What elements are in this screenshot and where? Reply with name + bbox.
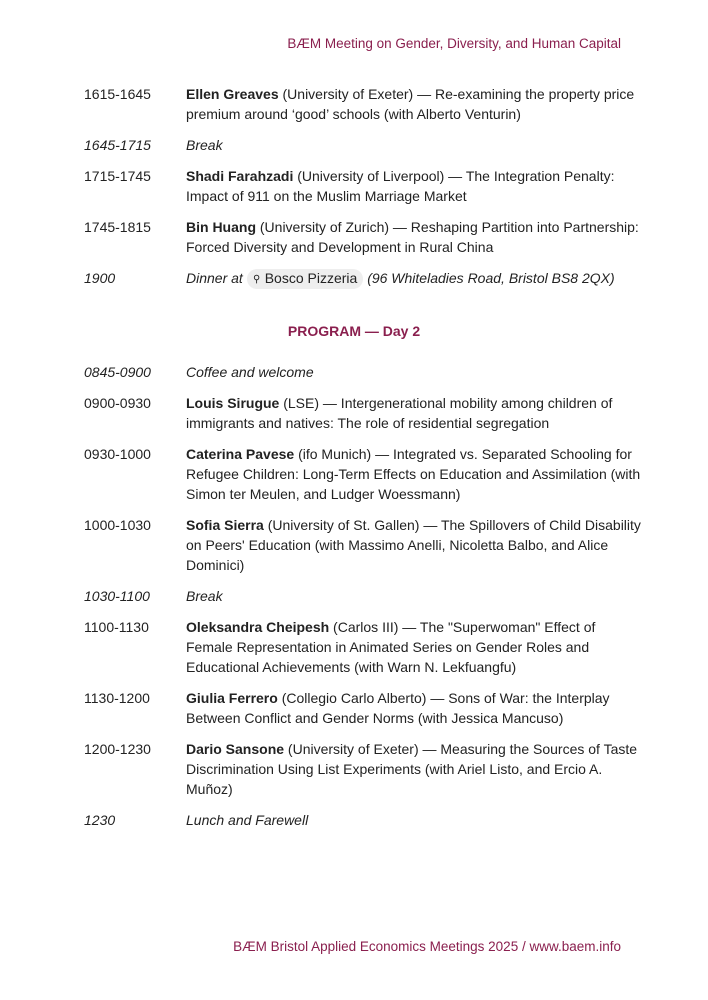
session-label: Lunch and Farewell [186, 812, 309, 828]
map-pin-icon: ⚲ [253, 274, 261, 285]
session-time: 1130-1200 [84, 690, 150, 706]
page-footer: BÆM Bristol Applied Economics Meetings 2025 / www.baem.info [233, 939, 621, 954]
session-time: 0900-0930 [84, 395, 151, 411]
session-label: Break [186, 137, 223, 153]
dinner-entry [186, 268, 644, 289]
session-time: 1100-1130 [84, 619, 149, 635]
day2-schedule [84, 362, 644, 841]
session-entry [186, 84, 644, 124]
session-time: 1715-1745 [84, 168, 151, 184]
schedule-row-lunch [84, 810, 644, 830]
session-entry [186, 617, 644, 677]
session-label: Coffee and welcome [186, 364, 314, 380]
speaker-name: Sofia Sierra [186, 517, 264, 533]
session-detail: (ifo Munich) — Integrated vs. Separated Schooling for Refugee Children: Long-Term Effects on Education and Assimilation (with Simon ter Meulen, and Ludger Woessmann) [186, 446, 641, 502]
session-entry [186, 444, 644, 504]
speaker-name: Caterina Pavese [186, 446, 295, 462]
session-time: 1745-1815 [84, 219, 151, 235]
session-time: 1645-1715 [84, 137, 151, 153]
schedule-row [84, 393, 644, 433]
session-time: 0845-0900 [84, 364, 151, 380]
session-detail: (University of Exeter) — Measuring the Sources of Taste Discrimination Using List Experiments (with Ariel Listo, and Ercio A. Muñoz) [186, 741, 638, 797]
schedule-row-break [84, 586, 644, 606]
session-time: 1900 [84, 270, 116, 286]
schedule-row [84, 688, 644, 728]
schedule-row [84, 515, 644, 575]
session-time: 1230 [84, 812, 116, 828]
schedule-row [84, 617, 644, 677]
schedule-row [84, 166, 644, 206]
speaker-name: Giulia Ferrero [186, 690, 278, 706]
session-entry [186, 217, 644, 257]
speaker-name: Louis Sirugue [186, 395, 280, 411]
session-entry [186, 393, 644, 433]
speaker-name: Ellen Greaves [186, 86, 279, 102]
schedule-row-break [84, 135, 644, 155]
dinner-address: (96 Whiteladies Road, Bristol BS8 2QX) [367, 270, 615, 286]
page-header: BÆM Meeting on Gender, Diversity, and Human Capital [287, 36, 621, 51]
speaker-name: Oleksandra Cheipesh [186, 619, 330, 635]
place-chip[interactable] [247, 269, 364, 289]
session-entry [186, 688, 644, 728]
session-detail: (University of St. Gallen) — The Spillovers of Child Disability on Peers' Education (with Massimo Anelli, Nicoletta Balbo, and Alice Dominici) [186, 517, 641, 573]
schedule-row-dinner [84, 268, 644, 289]
speaker-name: Bin Huang [186, 219, 256, 235]
session-time: 0930-1000 [84, 446, 151, 462]
speaker-name: Dario Sansone [186, 741, 285, 757]
schedule-row [84, 739, 644, 799]
day1-schedule [84, 84, 644, 300]
schedule-row [84, 217, 644, 257]
speaker-name: Shadi Farahzadi [186, 168, 294, 184]
session-detail: (Collegio Carlo Alberto) — Sons of War: the Interplay Between Conflict and Gender Norms (with Jessica Mancuso) [186, 690, 610, 726]
session-time: 1615-1645 [84, 86, 151, 102]
session-time: 1030-1100 [84, 588, 150, 604]
session-label: Break [186, 588, 223, 604]
session-detail: (University of Zurich) — Reshaping Partition into Partnership: Forced Diversity and Development in Rural China [186, 219, 639, 255]
schedule-row [84, 444, 644, 504]
session-time: 1200-1230 [84, 741, 151, 757]
schedule-row [84, 84, 644, 124]
session-detail: (LSE) — Intergenerational mobility among children of immigrants and natives: The role of residential segregation [186, 395, 613, 431]
day2-heading: PROGRAM — Day 2 [287, 323, 421, 339]
place-name: Bosco Pizzeria [264, 270, 358, 286]
session-detail: (University of Exeter) — Re-examining the property price premium around ‘good’ schools (with Alberto Venturin) [186, 86, 635, 122]
session-entry [186, 166, 644, 206]
schedule-row-coffee [84, 362, 644, 382]
session-entry [186, 515, 644, 575]
session-detail: (Carlos III) — The "Superwoman" Effect of Female Representation in Animated Series on Gender Roles and Educational Achievements (with Warn N. Lekfuangfu) [186, 619, 596, 675]
session-detail: (University of Liverpool) — The Integration Penalty: Impact of 911 on the Muslim Marriage Market [186, 168, 615, 204]
session-entry [186, 739, 644, 799]
dinner-prefix: Dinner at [186, 270, 243, 286]
session-time: 1000-1030 [84, 517, 151, 533]
